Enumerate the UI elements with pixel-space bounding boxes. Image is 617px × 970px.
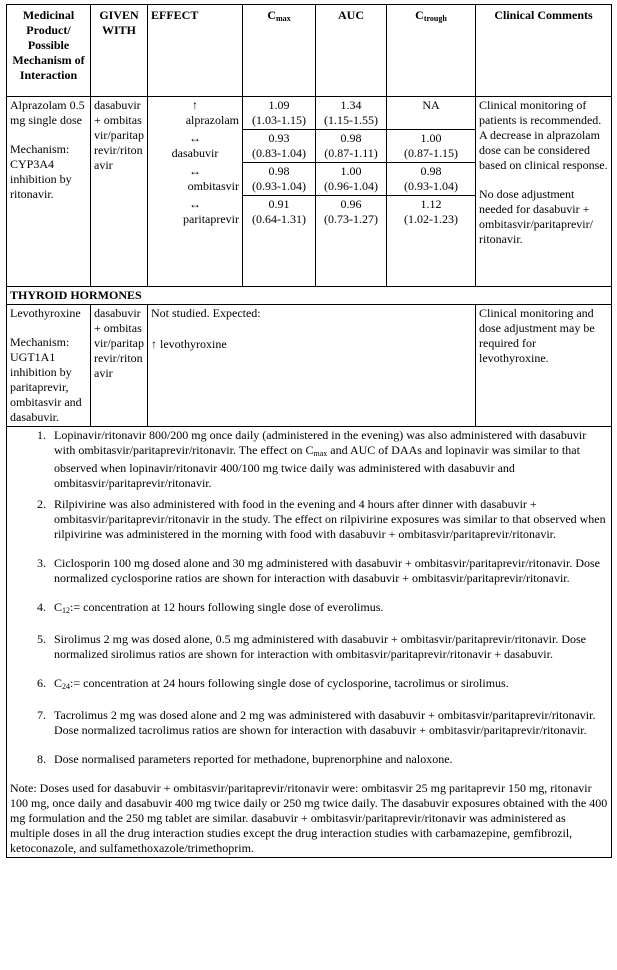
ctrough-ci: (0.93-1.04) (404, 179, 458, 193)
auc-value: 0.96 (340, 197, 362, 211)
increase-arrow-icon: ↑ (192, 98, 198, 112)
footnote-item (10, 708, 608, 738)
levothyroxine-product: Levothyroxine (10, 305, 81, 320)
auc-ci: (0.73-1.27) (324, 212, 378, 226)
auc-ci: (0.96-1.04) (324, 179, 378, 193)
ctrough-value: 1.00 (420, 131, 442, 145)
alprazolam-product: Alprazolam 0.5 mg single dose (10, 98, 85, 127)
header-ctrough (387, 5, 476, 97)
cmax-cell (243, 97, 316, 130)
levothyroxine-effect-line-1: Not studied. Expected: (151, 305, 261, 320)
section-heading: THYROID HORMONES (7, 286, 612, 304)
footnote-number: 4. (37, 599, 46, 614)
ctrough-value: 0.98 (420, 164, 442, 178)
footnote-number: 7. (37, 707, 46, 722)
cmax-ci: (1.03-1.15) (252, 113, 306, 127)
footnote-number: 6. (37, 675, 46, 690)
alprazolam-comment-2: No dose adjustment needed for dasabuvir + ombitasvir/paritaprevir/ ritonavir. (479, 187, 593, 246)
cmax-cell (243, 130, 316, 163)
section-row (7, 286, 612, 304)
footnote-number: 2. (37, 496, 46, 511)
footnote-item (10, 632, 608, 662)
auc-cell (316, 196, 387, 287)
footnote-text: $C_{24}:=$ concentration at 24 hours following single dose of cyclosporine, tacrolimus or sirolimus. (54, 675, 509, 691)
ctrough-cell (387, 163, 476, 196)
alprazolam-comments (476, 97, 612, 287)
footnote-item (10, 676, 608, 694)
auc-value: 1.34 (340, 98, 362, 112)
ctrough-value: 1.12 (420, 197, 442, 211)
cmax-subscript: max (276, 14, 291, 23)
ctrough-cell (387, 130, 476, 163)
auc-ci: (1.15-1.55) (324, 113, 378, 127)
footnote-item (10, 497, 608, 542)
ctrough-ci: (1.02-1.23) (404, 212, 458, 226)
no-change-arrow-icon: ↔ (189, 196, 201, 211)
header-effect: EFFECT (148, 5, 243, 97)
cmax-value: 0.93 (268, 131, 290, 145)
footnote-text: $C_{12}:=$ concentration at 12 hours following single dose of everolimus. (54, 599, 384, 615)
footnote-number: 3. (37, 555, 46, 570)
footnote-text: Dose normalised parameters reported for methadone, buprenorphine and naloxone. (54, 751, 453, 766)
effect-cell (148, 196, 243, 287)
ctrough-ci: (0.87-1.15) (404, 146, 458, 160)
cmax-value: 0.98 (268, 164, 290, 178)
cmax-value: 1.09 (268, 98, 290, 112)
effect-drug: ombitasvir (187, 178, 239, 193)
doses-note: Note: Doses used for dasabuvir + ombitasvir/paritaprevir/ritonavir were: ombitasvir 25 mg paritaprevir 150 mg, ritonavir 100 mg, once daily and dasabuvir 400 mg twice daily or 250 mg twice daily. The dasabuvir exposures obtained with the 400 mg formulation and the 250 mg tablet are similar. dasabuvir + ombitasvir/paritaprevir/ritonavir was administered as multiple doses in all the drug interaction studies except the drug interaction studies with carbamazepine, gemfibrozil, ketoconazole, and sulfamethoxazole/trimethoprim. (10, 780, 608, 855)
cmax-cell (243, 163, 316, 196)
cmax-cell (243, 196, 316, 287)
levothyroxine-comment: Clinical monitoring and dose adjustment may be required for levothyroxine. (476, 304, 612, 426)
footnote-text: Sirolimus 2 mg was dosed alone, 0.5 mg administered with dasabuvir + ombitasvir/paritaprevir/ritonavir. Dose normalized sirolimus ratios are shown for interaction with ombitasvir/paritaprevir/ritonavir + dasabuvir. (54, 631, 587, 661)
header-cmax (243, 5, 316, 97)
header-given-with: GIVEN WITH (91, 5, 148, 97)
footnote-number: 5. (37, 631, 46, 646)
ctrough-cell (387, 196, 476, 287)
auc-cell (316, 163, 387, 196)
auc-value: 0.98 (340, 131, 362, 145)
header-comments: Clinical Comments (476, 5, 612, 97)
ctrough-subscript: trough (423, 14, 447, 23)
no-change-arrow-icon: ↔ (189, 163, 201, 178)
footnote-item (10, 428, 608, 491)
footnote-item (10, 752, 608, 767)
footnote-text: Ciclosporin 100 mg dosed alone and 30 mg administered with dasabuvir + ombitasvir/paritaprevir/ritonavir. Dose normalized cyclosporine ratios are shown for interaction with dasabuvir + ombitasvir/paritaprevir/ritonavir. (54, 555, 600, 585)
cmax-value: 0.91 (268, 197, 290, 211)
footnote-number: 1. (37, 427, 46, 442)
levothyroxine-given-with: dasabuvir + ombitasvir/paritaprevir/ritonavir (91, 304, 148, 426)
cmax-ci: (0.93-1.04) (252, 179, 306, 193)
no-change-arrow-icon: ↔ (189, 130, 201, 145)
ctrough-label: C (415, 8, 424, 22)
alprazolam-product-cell (7, 97, 91, 287)
levothyroxine-row (7, 304, 612, 426)
footnote-item (10, 600, 608, 618)
effect-drug: dasabuvir (171, 145, 219, 160)
header-auc: AUC (316, 5, 387, 97)
auc-cell (316, 130, 387, 163)
cmax-label: C (267, 8, 276, 22)
alprazolam-comment-1: Clinical monitoring of patients is recommended. A decrease in alprazolam dose can be considered based on clinical response. (479, 98, 608, 172)
header-row (7, 5, 612, 97)
footnote-number: 8. (37, 751, 46, 766)
interaction-table (6, 4, 612, 858)
auc-cell (316, 97, 387, 130)
levothyroxine-effect (148, 304, 476, 426)
levothyroxine-mechanism: Mechanism: UGT1A1 inhibition by paritaprevir, ombitasvir and dasabuvir. (10, 334, 82, 424)
footnotes-cell (7, 426, 612, 857)
effect-drug: paritaprevir (183, 211, 239, 226)
alprazolam-mechanism: Mechanism: CYP3A4 inhibition by ritonavir. (10, 142, 72, 201)
levothyroxine-product-cell (7, 304, 91, 426)
footnotes-row (7, 426, 612, 857)
effect-cell (148, 97, 243, 130)
effect-cell (148, 130, 243, 163)
effect-cell (148, 163, 243, 196)
ctrough-value: NA (422, 98, 440, 112)
auc-value: 1.00 (340, 164, 362, 178)
alprazolam-row-1 (7, 97, 612, 130)
header-medicinal: Medicinal Product/ Possible Mechanism of Interaction (7, 5, 91, 97)
footnote-list (10, 428, 608, 767)
effect-drug: alprazolam (185, 113, 239, 127)
footnote-text: Lopinavir/ritonavir 800/200 mg once daily (administered in the evening) was also administered with dasabuvir with ombitasvir/paritaprevir/ritonavir. The effect on $C_{max}$ and AUC of DAAs and lopinavir was similar to that observed when lopinavir/ritonavir 400/100 mg twice daily was administered with dasabuvir and ombitasvir/paritaprevir/ritonavir. (54, 427, 587, 490)
cmax-ci: (0.83-1.04) (252, 146, 306, 160)
levothyroxine-effect-line-2: ↑ levothyroxine (151, 336, 227, 351)
alprazolam-given-with: dasabuvir + ombitasvir/paritaprevir/ritonavir (91, 97, 148, 287)
footnote-text: Tacrolimus 2 mg was dosed alone and 2 mg was administered with dasabuvir + ombitasvir/paritaprevir/ritonavir. Dose normalized tacrolimus ratios are shown for interaction with dasabuvir + ombitasvir/paritaprevir/ritonavir. (54, 707, 596, 737)
ctrough-cell (387, 97, 476, 130)
footnote-item (10, 556, 608, 586)
cmax-ci: (0.64-1.31) (252, 212, 306, 226)
auc-ci: (0.87-1.11) (324, 146, 378, 160)
footnote-text: Rilpivirine was also administered with food in the evening and 4 hours after dinner with dasabuvir + ombitasvir/paritaprevir/ritonavir in the study. The effect on rilpivirine exposures was similar to that observed when rilpivirine was administered in the morning with food with dasabuvir + ombitasvir/paritaprevir/ritonavir. (54, 496, 606, 541)
